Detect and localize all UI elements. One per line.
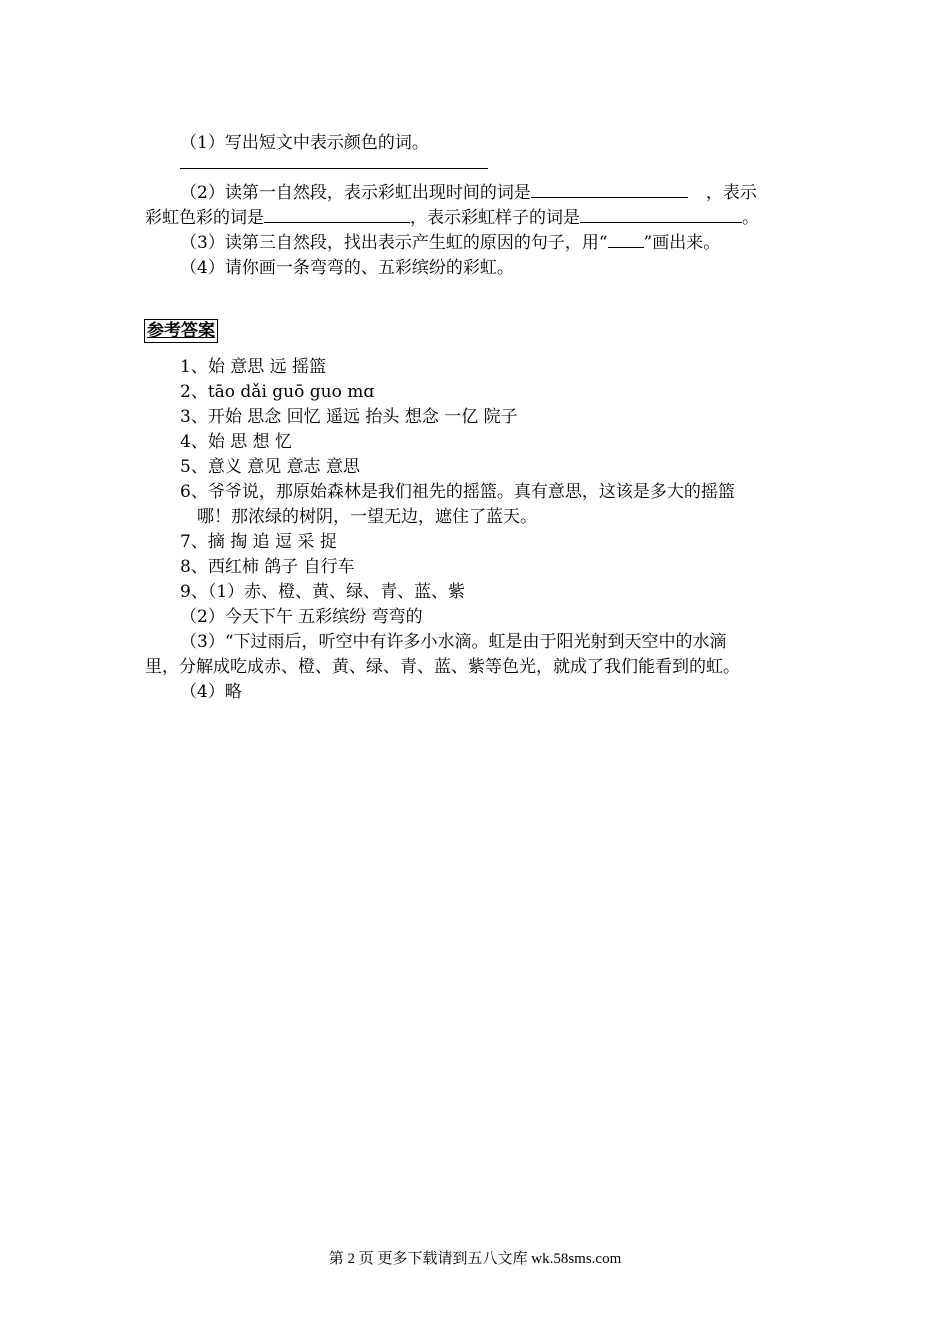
answer-item-7: 7、摘 掏 追 逗 采 捉	[180, 532, 337, 552]
answer-item-9-3: （3）“下过雨后，听空中有许多小水滴。虹是由于阳光射到天空中的水滴	[180, 632, 727, 652]
question-3	[180, 228, 720, 253]
answer-item-9-2: （2）今天下午 五彩缤纷 弯弯的	[180, 607, 423, 627]
question-2-line-1	[180, 178, 757, 203]
question-4: （4）请你画一条弯弯的、五彩缤纷的彩虹。	[180, 258, 514, 278]
answer-item-5: 5、意义 意见 意志 意思	[180, 457, 361, 477]
question-2-text-b: ，表示	[705, 183, 757, 203]
answer-item-9: 9、（1）赤、橙、黄、绿、青、蓝、紫	[180, 582, 466, 602]
answer-blank-line	[180, 152, 488, 169]
question-2-text-d: ，表示彩虹样子的词是	[410, 208, 580, 228]
blank-underline-sample	[608, 229, 644, 248]
answers-heading: 参考答案	[144, 319, 218, 343]
question-3-text-a: （3）读第三自然段，找出表示产生虹的原因的句子，用“	[180, 233, 608, 253]
answer-item-9-3-continued: 里，分解成吃成赤、橙、黄、绿、青、蓝、紫等色光，就成了我们能看到的虹。	[145, 657, 740, 677]
question-2-text-a: （2）读第一自然段，表示彩虹出现时间的词是	[180, 183, 531, 203]
question-3-text-b: ”画出来。	[643, 233, 721, 253]
answer-item-9-4: （4）略	[180, 682, 242, 702]
page-footer: 第 2 页 更多下载请到五八文库 wk.58sms.com	[328, 1251, 622, 1267]
answer-item-4: 4、始 思 想 忆	[180, 432, 293, 452]
blank-shape-word	[580, 204, 742, 223]
answer-item-6-continued: 哪！那浓绿的树阴，一望无边，遮住了蓝天。	[197, 507, 537, 527]
question-2-line-2	[145, 203, 759, 228]
answer-item-6: 6、爷爷说，那原始森林是我们祖先的摇篮。真有意思，这该是多大的摇篮	[180, 482, 735, 502]
answer-item-8: 8、西红柿 鸽子 自行车	[180, 557, 355, 577]
blank-color-word	[264, 204, 410, 223]
answer-item-2: 2、tāo dǎi guō guo mɑ	[180, 382, 375, 402]
question-1: （1）写出短文中表示颜色的词。	[180, 133, 429, 153]
blank-time-word	[531, 179, 688, 198]
question-2-text-e: 。	[742, 208, 759, 228]
answer-item-1: 1、始 意思 远 摇篮	[180, 357, 327, 377]
question-2-text-c: 彩虹色彩的词是	[145, 208, 264, 228]
answer-item-3: 3、开始 思念 回忆 遥远 抬头 想念 一亿 院子	[180, 407, 518, 427]
